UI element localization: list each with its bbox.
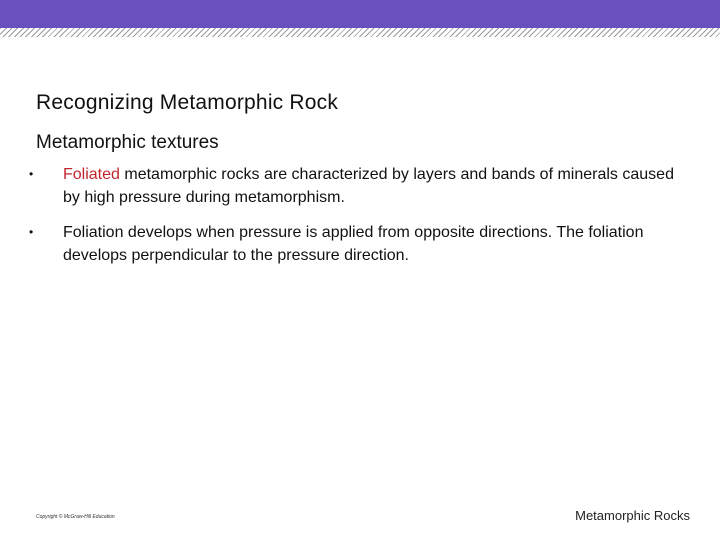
bullet-list [29,163,676,279]
header-hatch-band [0,28,720,37]
footer-topic: Metamorphic Rocks [575,508,690,523]
header-color-bar [0,0,720,28]
highlighted-term: Foliated [63,166,120,183]
bullet-text: metamorphic rocks are characterized by layers and bands of minerals caused by high pressure during metamorphism. [63,166,674,206]
slide-title: Recognizing Metamorphic Rock [36,91,339,114]
bullet-text: Foliation develops when pressure is applied from opposite directions. The foliation develops perpendicular to the pressure direction. [63,224,644,264]
bullet-item [29,221,676,267]
bullet-marker: • [29,167,34,181]
bullet-marker: • [29,225,34,239]
bullet-item [29,163,676,209]
section-heading: Metamorphic textures [36,132,219,153]
copyright-notice: Copyright © McGraw-Hill Education [36,514,115,520]
